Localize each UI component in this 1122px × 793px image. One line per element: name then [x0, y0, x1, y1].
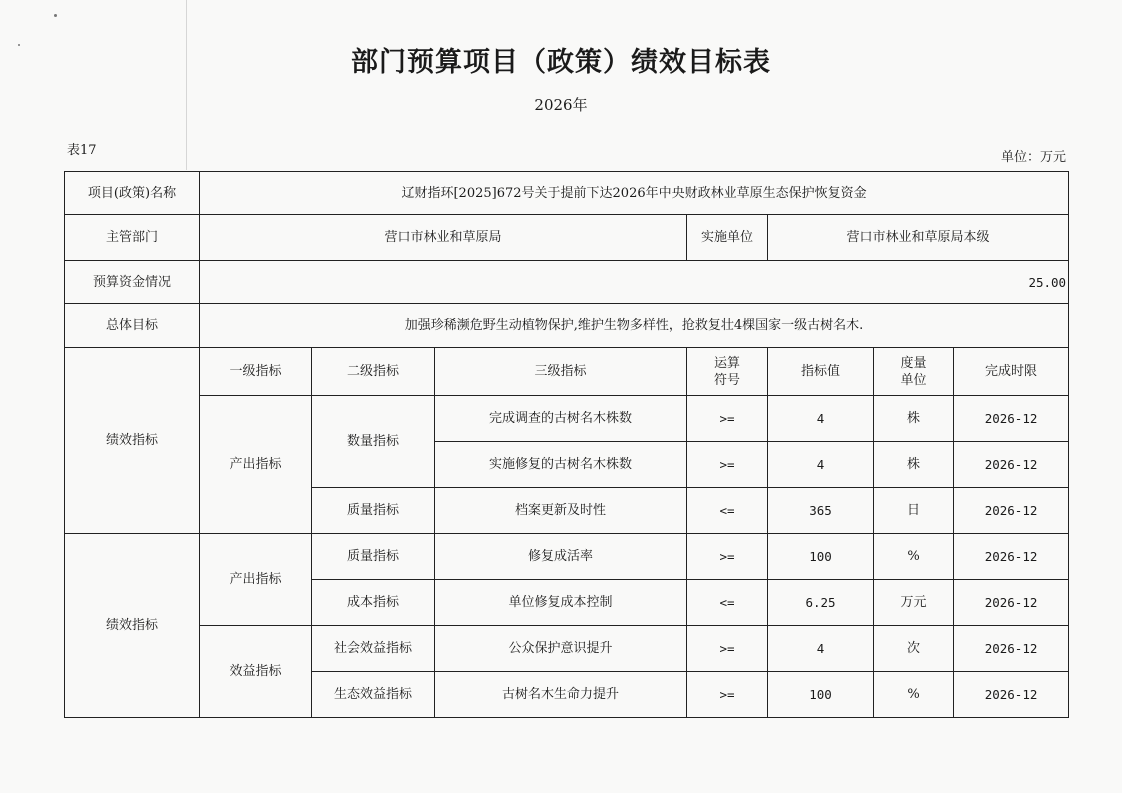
- operator-cell: >=: [687, 396, 768, 442]
- table-row: [65, 626, 1069, 672]
- level1-benefit: 效益指标: [200, 626, 312, 718]
- unit-cell: 日: [874, 488, 954, 534]
- operator-cell: >=: [687, 534, 768, 580]
- level1-output: 产出指标: [200, 396, 312, 534]
- unit-cell: 株: [874, 442, 954, 488]
- value-cell: 6.25: [768, 580, 874, 626]
- col-header-value: 指标值: [768, 348, 874, 396]
- unit-note: [1001, 146, 1066, 165]
- goal-value: 加强珍稀濒危野生动植物保护,维护生物多样性，抢救复壮4棵国家一级古树名木.: [200, 304, 1069, 348]
- level2-cell: 成本指标: [312, 580, 435, 626]
- value-cell: 4: [768, 396, 874, 442]
- department-row: [65, 215, 1069, 261]
- dept-value: 营口市林业和草原局: [200, 215, 687, 261]
- budget-label: 预算资金情况: [65, 261, 200, 304]
- impl-label: 实施单位: [687, 215, 768, 261]
- unit-cell: 万元: [874, 580, 954, 626]
- col-header-level3: 三级指标: [435, 348, 687, 396]
- level3-cell: 完成调查的古树名木株数: [435, 396, 687, 442]
- unit-cell: 次: [874, 626, 954, 672]
- perf-section-label-2: 绩效指标: [65, 534, 200, 718]
- unit-cell: 株: [874, 396, 954, 442]
- level3-cell: 实施修复的古树名木株数: [435, 442, 687, 488]
- project-name-value: 辽财指环[2025]672号关于提前下达2026年中央财政林业草原生态保护恢复资金: [200, 172, 1069, 215]
- year-label: 2026年: [534, 96, 588, 114]
- deadline-cell: 2026-12: [954, 626, 1069, 672]
- value-cell: 4: [768, 442, 874, 488]
- indicator-header-row: [65, 348, 1069, 396]
- operator-cell: >=: [687, 672, 768, 718]
- col-header-level2: 二级指标: [312, 348, 435, 396]
- page-title: 部门预算项目（政策）绩效目标表: [351, 47, 771, 78]
- goal-label: 总体目标: [65, 304, 200, 348]
- col-header-deadline: 完成时限: [954, 348, 1069, 396]
- value-cell: 100: [768, 534, 874, 580]
- unit-value: 万元: [1039, 150, 1066, 165]
- operator-cell: <=: [687, 580, 768, 626]
- level2-quality: 质量指标: [312, 488, 435, 534]
- col-header-operator: 运算 符号: [687, 348, 768, 396]
- scan-speck: [54, 14, 57, 17]
- project-name-label: 项目(政策)名称: [65, 172, 200, 215]
- deadline-cell: 2026-12: [954, 442, 1069, 488]
- unit-cell: %: [874, 534, 954, 580]
- dept-label: 主管部门: [65, 215, 200, 261]
- unit-cell: %: [874, 672, 954, 718]
- scan-page-edge: [186, 0, 187, 170]
- deadline-cell: 2026-12: [954, 396, 1069, 442]
- level2-cell: 社会效益指标: [312, 626, 435, 672]
- goal-row: [65, 304, 1069, 348]
- level1-output-2: 产出指标: [200, 534, 312, 626]
- level3-cell: 公众保护意识提升: [435, 626, 687, 672]
- deadline-cell: 2026-12: [954, 672, 1069, 718]
- impl-value: 营口市林业和草原局本级: [768, 215, 1069, 261]
- deadline-cell: 2026-12: [954, 488, 1069, 534]
- unit-label: 单位：: [1000, 150, 1040, 165]
- value-cell: 4: [768, 626, 874, 672]
- table-row: [65, 396, 1069, 442]
- level3-cell: 修复成活率: [435, 534, 687, 580]
- level3-cell: 古树名木生命力提升: [435, 672, 687, 718]
- perf-section-label: 绩效指标: [65, 348, 200, 534]
- table-row: [65, 534, 1069, 580]
- operator-cell: >=: [687, 626, 768, 672]
- operator-cell: >=: [687, 442, 768, 488]
- budget-row: [65, 261, 1069, 304]
- level3-cell: 档案更新及时性: [435, 488, 687, 534]
- operator-cell: <=: [687, 488, 768, 534]
- level3-cell: 单位修复成本控制: [435, 580, 687, 626]
- level2-cell: 生态效益指标: [312, 672, 435, 718]
- col-header-level1: 一级指标: [200, 348, 312, 396]
- performance-target-table: [64, 171, 1069, 718]
- table-number: 表17: [67, 143, 97, 158]
- deadline-cell: 2026-12: [954, 580, 1069, 626]
- project-name-row: [65, 172, 1069, 215]
- value-cell: 365: [768, 488, 874, 534]
- budget-value: 25.00: [200, 261, 1069, 304]
- col-header-unit: 度量 单位: [874, 348, 954, 396]
- level2-quantity: 数量指标: [312, 396, 435, 488]
- value-cell: 100: [768, 672, 874, 718]
- deadline-cell: 2026-12: [954, 534, 1069, 580]
- level2-cell: 质量指标: [312, 534, 435, 580]
